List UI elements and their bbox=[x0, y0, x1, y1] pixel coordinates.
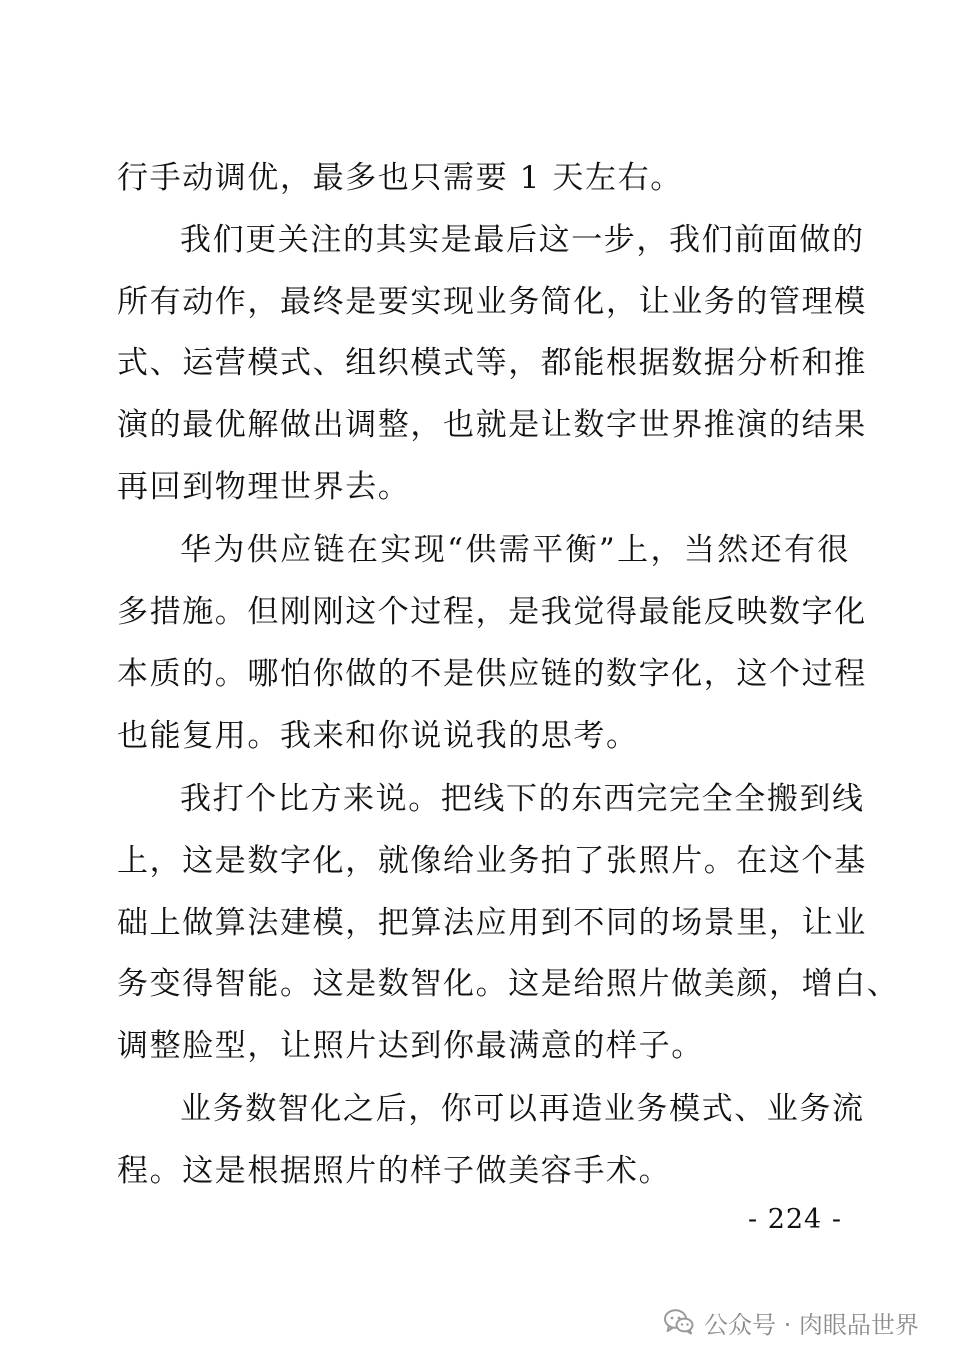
page-number: - 224 - bbox=[748, 1204, 842, 1235]
body-line: 所有动作，最终是要实现业务简化，让业务的管理模 bbox=[117, 284, 867, 320]
body-line: 式、运营模式、组织模式等，都能根据数据分析和推 bbox=[117, 345, 867, 381]
watermark-text: 公众号 · 肉眼品世界 bbox=[704, 1310, 919, 1339]
body-line: 本质的。哪怕你做的不是供应链的数字化，这个过程 bbox=[117, 656, 867, 692]
body-line: 调整脸型，让照片达到你最满意的样子。 bbox=[117, 1028, 704, 1064]
wechat-icon bbox=[664, 1309, 694, 1335]
body-line: 我打个比方来说。把线下的东西完完全全搬到线 bbox=[180, 781, 865, 817]
watermark bbox=[664, 1300, 919, 1344]
body-line: 础上做算法建模，把算法应用到不同的场景里，让业 bbox=[117, 905, 867, 941]
body-line: 程。这是根据照片的样子做美容手术。 bbox=[117, 1153, 672, 1189]
body-line: 务变得智能。这是数智化。这是给照片做美颜，增白、 bbox=[117, 966, 900, 1002]
body-line: 也能复用。我来和你说说我的思考。 bbox=[117, 718, 639, 754]
body-line: 业务数智化之后，你可以再造业务模式、业务流 bbox=[180, 1091, 865, 1127]
body-line: 再回到物理世界去。 bbox=[117, 469, 411, 505]
body-line: 行手动调优，最多也只需要 1 天左右。 bbox=[117, 160, 683, 196]
body-line: 我们更关注的其实是最后这一步，我们前面做的 bbox=[180, 222, 865, 258]
body-line: 华为供应链在实现“供需平衡”上，当然还有很 bbox=[180, 532, 850, 568]
body-line: 演的最优解做出调整，也就是让数字世界推演的结果 bbox=[117, 407, 867, 443]
body-line: 上，这是数字化，就像给业务拍了张照片。在这个基 bbox=[117, 843, 867, 879]
body-line: 多措施。但刚刚这个过程，是我觉得最能反映数字化 bbox=[117, 594, 867, 630]
